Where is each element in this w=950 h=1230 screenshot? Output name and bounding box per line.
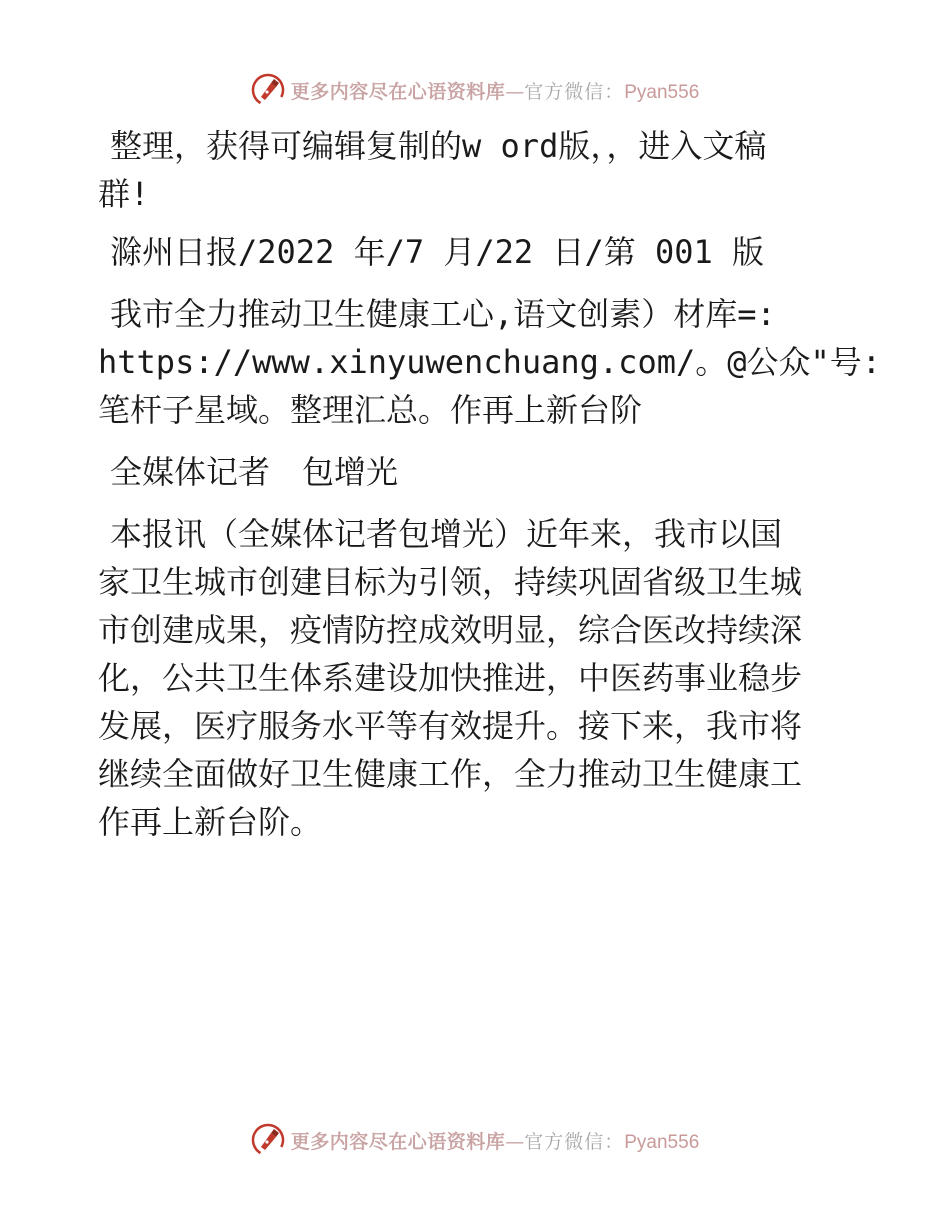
headline-line: 笔杆子星域。整理汇总。作再上新台阶 (98, 391, 643, 429)
article-body (98, 510, 858, 846)
source-text: 滁州日报/2022 年/7 月/22 日/第 001 版 (110, 233, 765, 271)
byline-text: 全媒体记者 包增光 (110, 453, 399, 491)
document-body (98, 122, 882, 860)
intro-line: 整理，获得可编辑复制的w ord版，，进入文稿 (110, 127, 767, 165)
intro-line: 群! (98, 175, 150, 213)
watermark-text (291, 77, 700, 104)
body-line: 化，公共卫生体系建设加快推进，中医药事业稳步 (98, 659, 803, 697)
pen-nib-logo-icon (251, 1123, 285, 1157)
headline (98, 290, 882, 434)
watermark-wechat-label: 官方微信： (524, 80, 625, 103)
header-watermark-banner (0, 70, 950, 110)
watermark-site-text: 更多内容尽在心语资料库 (290, 80, 506, 103)
watermark-wechat-id: Pyan556 (624, 81, 700, 103)
watermark-text (291, 1127, 700, 1154)
body-line: 继续全面做好卫生健康工作，全力推动卫生健康工 (98, 755, 803, 793)
pen-nib-logo-icon (251, 73, 285, 107)
watermark-wechat-id: Pyan556 (624, 1131, 700, 1153)
byline (98, 448, 858, 496)
headline-line: 我市全力推动卫生健康工心,语文创素）材库=: (110, 295, 776, 333)
body-line: 本报讯（全媒体记者包增光）近年来，我市以国 (110, 515, 783, 553)
watermark-dash: — (505, 80, 525, 103)
headline-line: https://www.xinyuwenchuang.com/。@公众"号: (98, 343, 882, 381)
body-line: 市创建成果，疫情防控成效明显，综合医改持续深 (98, 611, 803, 649)
watermark-site-text: 更多内容尽在心语资料库 (290, 1130, 506, 1153)
footer-watermark-banner (0, 1120, 950, 1160)
body-line: 发展，医疗服务水平等有效提升。接下来，我市将 (98, 707, 803, 745)
body-line: 家卫生城市创建目标为引领，持续巩固省级卫生城 (98, 563, 803, 601)
watermark-dash: — (505, 1130, 525, 1153)
source-line (98, 228, 858, 276)
intro-paragraph (98, 122, 858, 218)
body-line: 作再上新台阶。 (98, 803, 323, 841)
watermark-wechat-label: 官方微信： (524, 1130, 625, 1153)
